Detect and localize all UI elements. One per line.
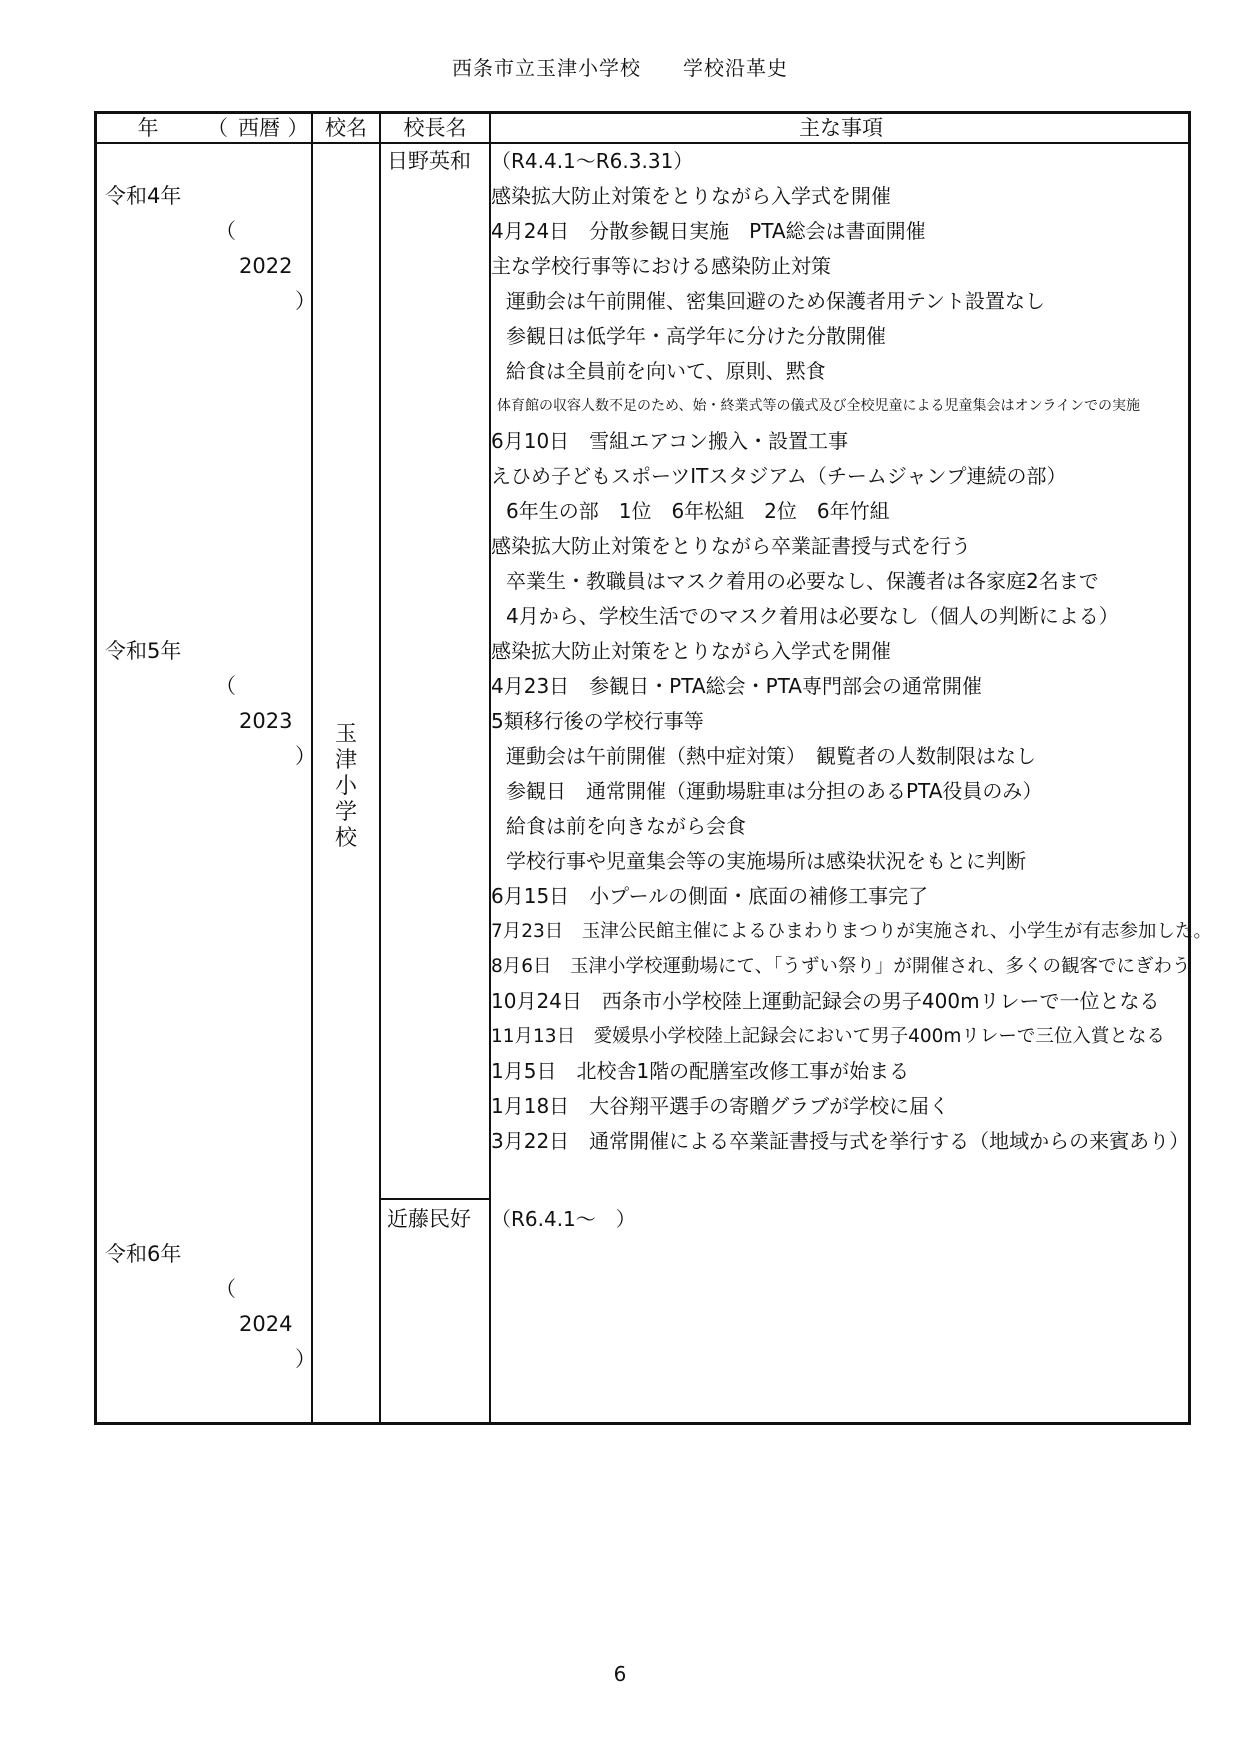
- event-line: 6年生の部 1位 6年松組 2位 6年竹組: [506, 499, 890, 523]
- event-line: 卒業生・教職員はマスク着用の必要なし、保護者は各家庭2名まで: [506, 569, 1099, 593]
- year-row: [105, 144, 316, 354]
- event-line: 運動会は午前開催、密集回避のため保護者用テント設置なし: [506, 289, 1045, 313]
- event-line: 運動会は午前開催（熱中症対策） 観覧者の人数制限はなし: [506, 744, 1036, 768]
- year-number: 2023: [239, 709, 293, 733]
- paren-open: （: [215, 1277, 236, 1301]
- event-line: 感染拡大防止対策をとりながら入学式を開催: [491, 639, 891, 663]
- paren-close: ）: [295, 1347, 316, 1371]
- event-line: 給食は全員前を向いて、原則、黙食: [506, 359, 826, 383]
- year-label: 令和5年: [105, 639, 182, 663]
- paren-open: （: [215, 674, 236, 698]
- school-name-char: 津: [334, 748, 357, 773]
- event-line: 4月から、学校生活でのマスク着用は必要なし（個人の判断による）: [506, 604, 1119, 628]
- principal-name: 日野英和: [387, 149, 471, 173]
- year-label: 令和4年: [105, 184, 182, 208]
- header-events: 主な事項: [799, 116, 883, 140]
- event-line: 3月22日 通常開催による卒業証書授与式を挙行する（地域からの来賓あり）: [491, 1129, 1190, 1153]
- school-name-char: 校: [334, 826, 357, 851]
- event-line: 4月23日 参観日・PTA総会・PTA専門部会の通常開催: [491, 674, 982, 698]
- event-line: 1月18日 大谷翔平選手の寄贈グラブが学校に届く: [491, 1094, 950, 1118]
- principal-divider: [379, 1198, 489, 1200]
- principal-name: 近藤民好: [387, 1207, 471, 1231]
- paren-close: ）: [295, 744, 316, 768]
- header-year: 年: [137, 116, 159, 140]
- school-name-char: 小: [334, 774, 357, 799]
- document-title: 西条市立玉津小学校 学校沿革史: [452, 56, 788, 80]
- school-name-vertical: [313, 722, 379, 852]
- event-line: 6月10日 雪組エアコン搬入・設置工事: [491, 429, 849, 453]
- event-line: 体育館の収容人数不足のため、始・終業式等の儀式及び全校児童による児童集会はオンラインでの実施: [497, 398, 1141, 414]
- event-line: 学校行事や児童集会等の実施場所は感染状況をもとに判断: [506, 849, 1026, 873]
- event-line: 10月24日 西条市小学校陸上運動記録会の男子400mリレーで一位となる: [491, 989, 1160, 1013]
- event-line: 5類移行後の学校行事等: [491, 709, 704, 733]
- history-table: [94, 111, 1212, 1425]
- event-line: 4月24日 分散参観日実施 PTA総会は書面開催: [491, 219, 926, 243]
- event-line: 給食は前を向きながら会食: [506, 814, 746, 838]
- paren-close: ）: [295, 289, 316, 313]
- event-line: えひめ子どもスポーツITスタジアム（チームジャンプ連続の部）: [491, 464, 1067, 488]
- school-name-char: 学: [334, 800, 357, 825]
- event-line: 8月6日 玉津小学校運動場にて、「うずい祭り」が開催され、多くの観客でにぎわう: [491, 956, 1191, 977]
- header-seireki: 西暦: [238, 116, 280, 140]
- event-line: （R6.4.1～ ）: [491, 1207, 636, 1231]
- year-row: [105, 599, 316, 809]
- year-label: 令和6年: [105, 1242, 182, 1266]
- year-row: [105, 1202, 316, 1412]
- event-line: 主な学校行事等における感染防止対策: [491, 254, 831, 278]
- header-principal: 校長名: [403, 116, 467, 140]
- school-name-char: 玉: [334, 722, 357, 747]
- event-line: 7月23日 玉津公民館主催によるひまわりまつりが実施され、小学生が有志参加した。: [491, 921, 1212, 942]
- paren-open: （: [215, 219, 236, 243]
- event-line: 6月15日 小プールの側面・底面の補修工事完了: [491, 884, 929, 908]
- event-line: 11月13日 愛媛県小学校陸上記録会において男子400mリレーで三位入賞となる: [491, 1026, 1165, 1047]
- event-line: 感染拡大防止対策をとりながら入学式を開催: [491, 184, 891, 208]
- event-line: 参観日 通常開催（運動場駐車は分担のあるPTA役員のみ）: [506, 779, 1043, 803]
- event-line: （R4.4.1～R6.3.31）: [491, 149, 694, 173]
- column-divider: [379, 114, 381, 1422]
- header-school: 校名: [325, 116, 367, 140]
- page-number: 6: [613, 1662, 627, 1686]
- event-line: 1月5日 北校舎1階の配膳室改修工事が始まる: [491, 1059, 910, 1083]
- event-line: 参観日は低学年・高学年に分けた分散開催: [506, 324, 886, 348]
- year-number: 2022: [239, 254, 293, 278]
- event-line: 感染拡大防止対策をとりながら卒業証書授与式を行う: [491, 534, 971, 558]
- header-paren-close: ）: [287, 116, 309, 140]
- header-paren-open: （: [207, 116, 228, 140]
- year-number: 2024: [239, 1312, 293, 1336]
